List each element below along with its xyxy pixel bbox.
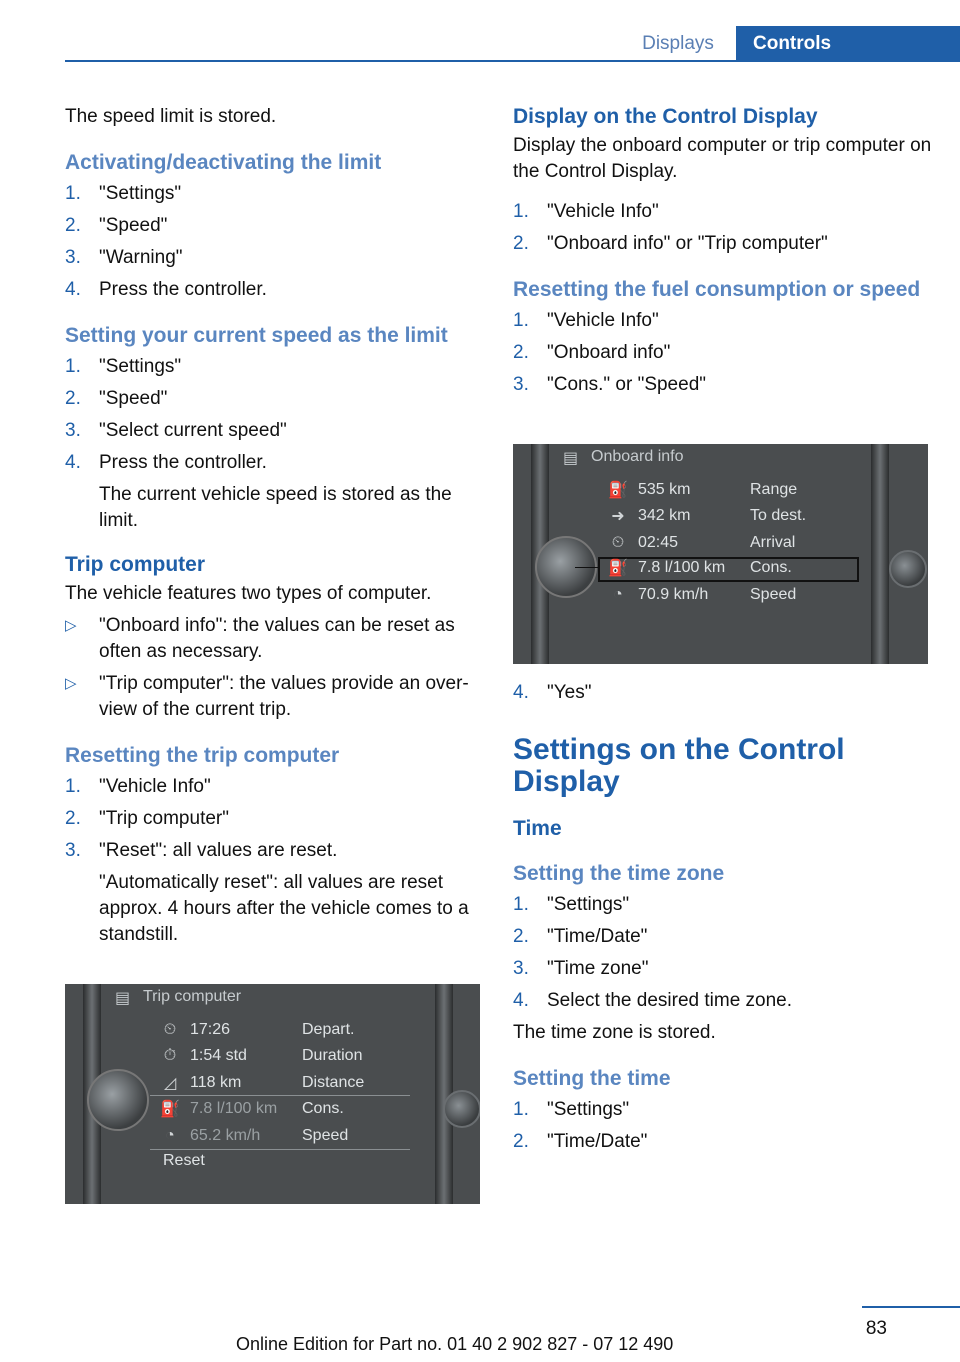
auto-reset-note: "Automatically reset": all values are reset approx. 4 hours after the vehicle comes to a standstill. <box>99 872 469 945</box>
screen-row-selected: ⛽ 7.8 l/100 km Cons. <box>598 555 860 581</box>
steps-setting-time <box>513 1097 933 1155</box>
screen-title: Onboard info <box>591 448 684 465</box>
bullet-triangle-icon: ▷ <box>65 675 77 692</box>
list-item: 4. Press the controller. <box>65 452 267 473</box>
screen-row: ➜ 342 km To dest. <box>598 503 860 529</box>
list-item: 4. Press the controller. <box>65 279 267 300</box>
list-item: 2. "Onboard info" <box>513 342 671 363</box>
list-item: 1. "Vehicle Info" <box>513 201 659 222</box>
list-item: 2. "Time/Date" <box>513 926 648 947</box>
heading-setting-current-speed: Setting your current speed as the limit <box>65 324 448 347</box>
list-item: 1. "Vehicle Info" <box>513 310 659 331</box>
list-item: ▷ "Onboard info": the values can be reset as often as necessary. <box>65 613 481 665</box>
left-column <box>65 100 481 954</box>
list-item: 3. "Cons." or "Speed" <box>513 374 707 395</box>
steps-time-zone <box>513 892 933 1014</box>
pointer-line <box>575 567 598 568</box>
heading-time-zone: Setting the time zone <box>513 862 725 885</box>
time-zone-result: The time zone is stored. <box>513 1022 716 1043</box>
trip-bullets <box>65 613 481 723</box>
screen-row: ◔ 65.2 km/h Speed <box>150 1123 412 1149</box>
list-item: 2. "Speed" <box>65 215 168 236</box>
destination-arrow-icon: ➜ <box>611 508 625 525</box>
menu-icon: ▤ <box>563 450 579 467</box>
list-item: 1. "Settings" <box>513 894 630 915</box>
speedometer-icon: ◔ <box>165 1127 175 1144</box>
heading-resetting-fuel: Resetting the fuel consumption or speed <box>513 278 921 301</box>
current-speed-note: The current vehicle speed is stored as the limit. <box>99 484 452 531</box>
list-item: 2. "Time/Date" <box>513 1131 648 1152</box>
header-section-displays[interactable]: Displays <box>642 33 714 54</box>
list-item: 1. "Settings" <box>65 356 182 377</box>
steps-resetting-trip <box>65 774 481 864</box>
steps-display-control <box>513 199 933 257</box>
onboard-info-screenshot <box>513 444 928 664</box>
screen-row: ◔ 70.9 km/h Speed <box>598 582 860 608</box>
list-item: 1. "Settings" <box>513 1099 630 1120</box>
footer-rule <box>862 1306 960 1308</box>
menu-button-icon <box>889 550 927 588</box>
list-item: 2. "Onboard info" or "Trip computer" <box>513 233 828 254</box>
list-item: 2. "Trip computer" <box>65 808 229 829</box>
list-item: 4. "Yes" <box>513 682 592 703</box>
steps-resetting-fuel <box>513 308 933 398</box>
header-rule <box>65 60 960 62</box>
list-item: ▷ "Trip computer": the values provide an over- view of the current trip. <box>65 671 481 723</box>
heading-trip-computer: Trip computer <box>65 553 206 576</box>
list-item: 3. "Time zone" <box>513 958 649 979</box>
intro-text: The speed limit is stored. <box>65 106 277 127</box>
menu-icon: ▤ <box>115 990 131 1007</box>
menu-button-icon <box>443 1090 480 1128</box>
screen-row: ◿ 118 km Distance <box>150 1070 412 1096</box>
steps-resetting-fuel-continued <box>513 680 933 706</box>
list-item: 1. "Settings" <box>65 183 182 204</box>
speedometer-icon: ◔ <box>613 586 623 603</box>
page-number: 83 <box>865 1318 887 1339</box>
heading-resetting-trip: Resetting the trip computer <box>65 744 340 767</box>
steps-activating-limit <box>65 181 481 303</box>
right-column <box>513 100 933 404</box>
heading-display-control: Display on the Control Display <box>513 105 818 128</box>
arrival-clock-icon: ⏲ <box>611 534 625 551</box>
screen-title: Trip computer <box>143 988 242 1005</box>
stopwatch-icon: ⏱ <box>163 1047 177 1064</box>
steps-setting-current-speed <box>65 354 481 476</box>
fuel-range-icon: ⛽ <box>608 482 628 499</box>
heading-time: Time <box>513 817 562 840</box>
list-item: 4. Select the desired time zone. <box>513 990 793 1011</box>
list-item: 3. "Warning" <box>65 247 183 268</box>
list-item: 3. "Reset": all values are reset. <box>65 840 338 861</box>
fuel-pump-icon: ⛽ <box>608 560 628 577</box>
controller-knob-icon <box>87 1069 149 1131</box>
reset-menu-item: Reset <box>163 1152 205 1169</box>
screen-row: ⏲ 17:26 Depart. <box>150 1017 412 1043</box>
display-intro: Display the onboard computer or trip computer on the Control Display. <box>513 135 932 182</box>
list-item: 1. "Vehicle Info" <box>65 776 211 797</box>
distance-icon: ◿ <box>163 1075 177 1092</box>
list-item: 2. "Speed" <box>65 388 168 409</box>
fuel-pump-icon: ⛽ <box>160 1101 180 1118</box>
heading-setting-time: Setting the time <box>513 1067 671 1090</box>
list-item: 3. "Select current speed" <box>65 420 287 441</box>
screen-row: ⛽ 7.8 l/100 km Cons. <box>150 1096 412 1122</box>
trip-computer-screenshot <box>65 984 480 1204</box>
page-header <box>0 0 960 64</box>
trip-intro: The vehicle features two types of computer. <box>65 583 432 604</box>
clock-icon: ⏲ <box>163 1021 177 1038</box>
heading-settings-control-display: Settings on the Control Display <box>513 733 845 798</box>
screen-row: ⛽ 535 km Range <box>598 477 860 503</box>
screen-row: ⏱ 1:54 std Duration <box>150 1043 412 1069</box>
screen-row: ⏲ 02:45 Arrival <box>598 530 860 556</box>
bullet-triangle-icon: ▷ <box>65 617 77 634</box>
right-column-lower <box>513 676 933 1161</box>
header-tab-controls[interactable]: Controls <box>736 26 960 61</box>
footer-edition: Online Edition for Part no. 01 40 2 902 827 - 07 12 490 <box>236 1334 674 1354</box>
heading-activating-limit: Activating/deactivating the limit <box>65 151 382 174</box>
